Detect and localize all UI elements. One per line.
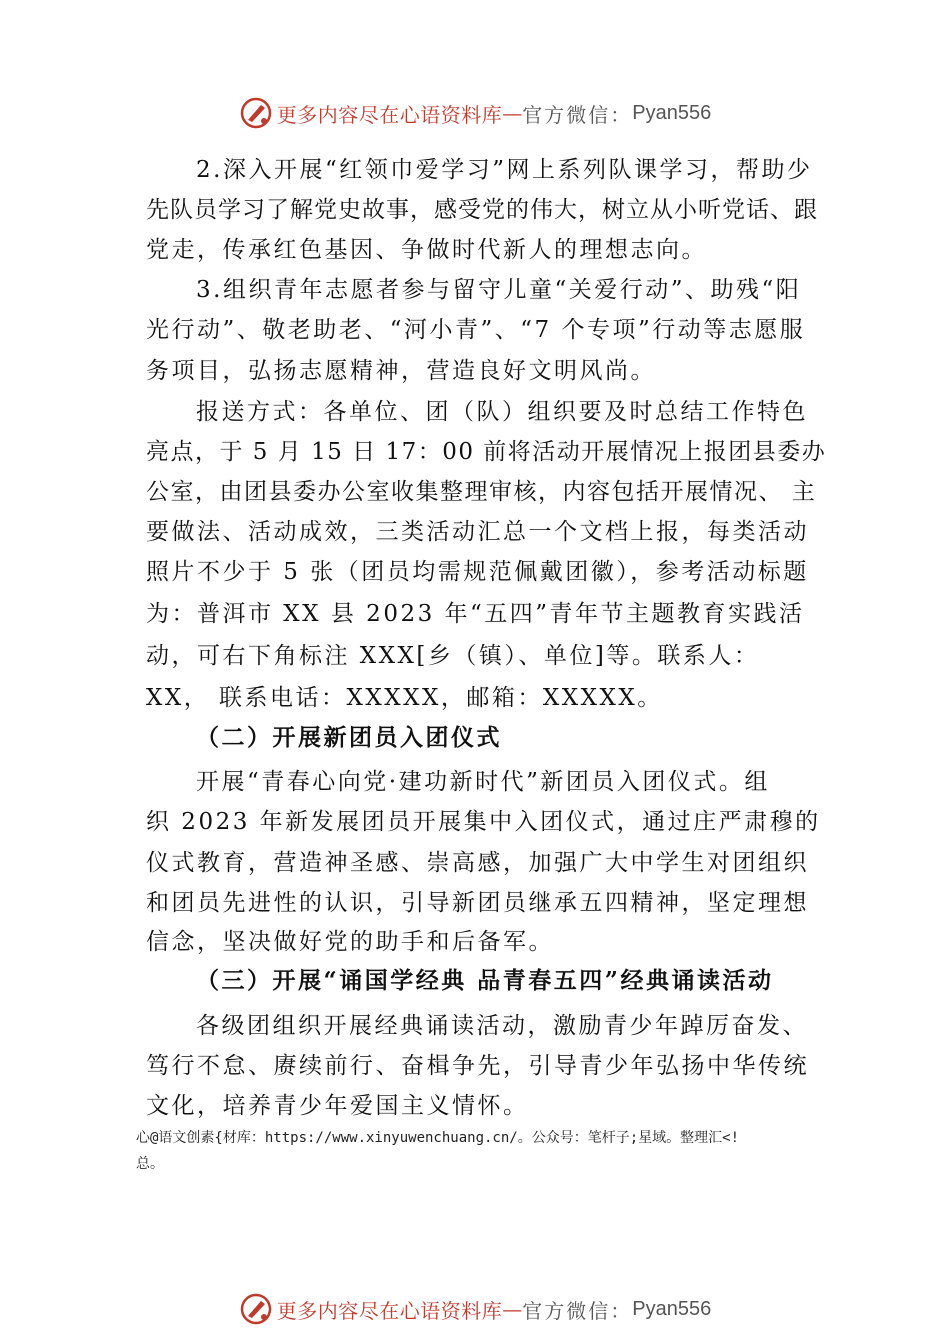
- text-line: 先队员学习了解党史故事，感受党的伟大，树立从小听党话、跟: [146, 197, 818, 223]
- text-line: 务项目，弘扬志愿精神，营造良好文明风尚。: [146, 358, 656, 384]
- footer-source-line-2: 总。: [136, 1156, 164, 1172]
- text-line: 3.组织青年志愿者参与留守儿童“关爱行动”、助残“阳: [196, 277, 802, 303]
- text-line: 文化，培养青少年爱国主义情怀。: [146, 1093, 529, 1119]
- text-line: 公室，由团县委办公室收集整理审核，内容包括开展情况、 主: [146, 479, 817, 505]
- text-line: 2.深入开展“红领巾爱学习”网上系列队课学习，帮助少: [196, 157, 813, 183]
- text-line: 信念，坚决做好党的助手和后备军。: [146, 929, 554, 955]
- text-line: 要做法、活动成效，三类活动汇总一个文档上报，每类活动: [146, 519, 809, 545]
- text-line: 仪式教育，营造神圣感、崇高感，加强广大中学生对团组织: [146, 850, 809, 876]
- banner-brand: 更多内容尽在心语资料库: [276, 1298, 503, 1323]
- footer-source-line: 心@语文创素{材库：https://www.xinyuwenchuang.cn/。公众号：笔杆子;星域。整理汇<!: [136, 1130, 740, 1146]
- quill-seal-icon: [239, 1292, 273, 1326]
- text-line: 党走，传承红色基因、争做时代新人的理想志向。: [146, 237, 707, 263]
- banner-wechat-label: 官方微信：: [522, 102, 633, 127]
- banner-brand: 更多内容尽在心语资料库: [276, 102, 503, 127]
- text-line: 光行动”、敬老助老、“河小青”、“7 个专项”行动等志愿服: [146, 317, 806, 343]
- footer-banner: [0, 1289, 950, 1329]
- text-line: 笃行不怠、赓续前行、奋楫争先，引导青少年弘扬中华传统: [146, 1053, 809, 1079]
- quill-seal-icon: [239, 96, 273, 130]
- text-line: 亮点，于 5 月 15 日 17：00 前将活动开展情况上报团县委办: [146, 439, 827, 465]
- text-line: 报送方式：各单位、团（队）组织要及时总结工作特色: [196, 399, 808, 425]
- banner-dash: —: [502, 101, 523, 125]
- text-line: XX， 联系电话：XXXXX，邮箱：XXXXX。: [146, 685, 663, 711]
- text-line: 为：普洱市 XX 县 2023 年“五四”青年节主题教育实践活: [146, 601, 805, 627]
- text-line: 织 2023 年新发展团员开展集中入团仪式，通过庄严肃穆的: [146, 809, 821, 835]
- text-line: 各级团组织开展经典诵读活动，激励青少年踔厉奋发、: [196, 1013, 808, 1039]
- banner-wechat-label: 官方微信：: [522, 1298, 633, 1323]
- banner-wechat-id: Pyan556: [632, 1297, 712, 1320]
- banner-dash: —: [502, 1297, 523, 1321]
- banner-wechat-id: Pyan556: [632, 101, 712, 124]
- text-line: 开展“青春心向党·建功新时代”新团员入团仪式。组: [196, 769, 770, 795]
- header-banner: [0, 93, 950, 133]
- text-line: 照片不少于 5 张（团员均需规范佩戴团徽），参考活动标题: [146, 559, 809, 585]
- section-heading-3: （三）开展“诵国学经典 品青春五四”经典诵读活动: [196, 967, 774, 994]
- text-line: 动，可右下角标注 XXX[乡（镇）、单位]等。联系人：: [146, 643, 760, 669]
- text-line: 和团员先进性的认识，引导新团员继承五四精神，坚定理想: [146, 890, 809, 916]
- section-heading-2: （二）开展新团员入团仪式: [196, 724, 502, 751]
